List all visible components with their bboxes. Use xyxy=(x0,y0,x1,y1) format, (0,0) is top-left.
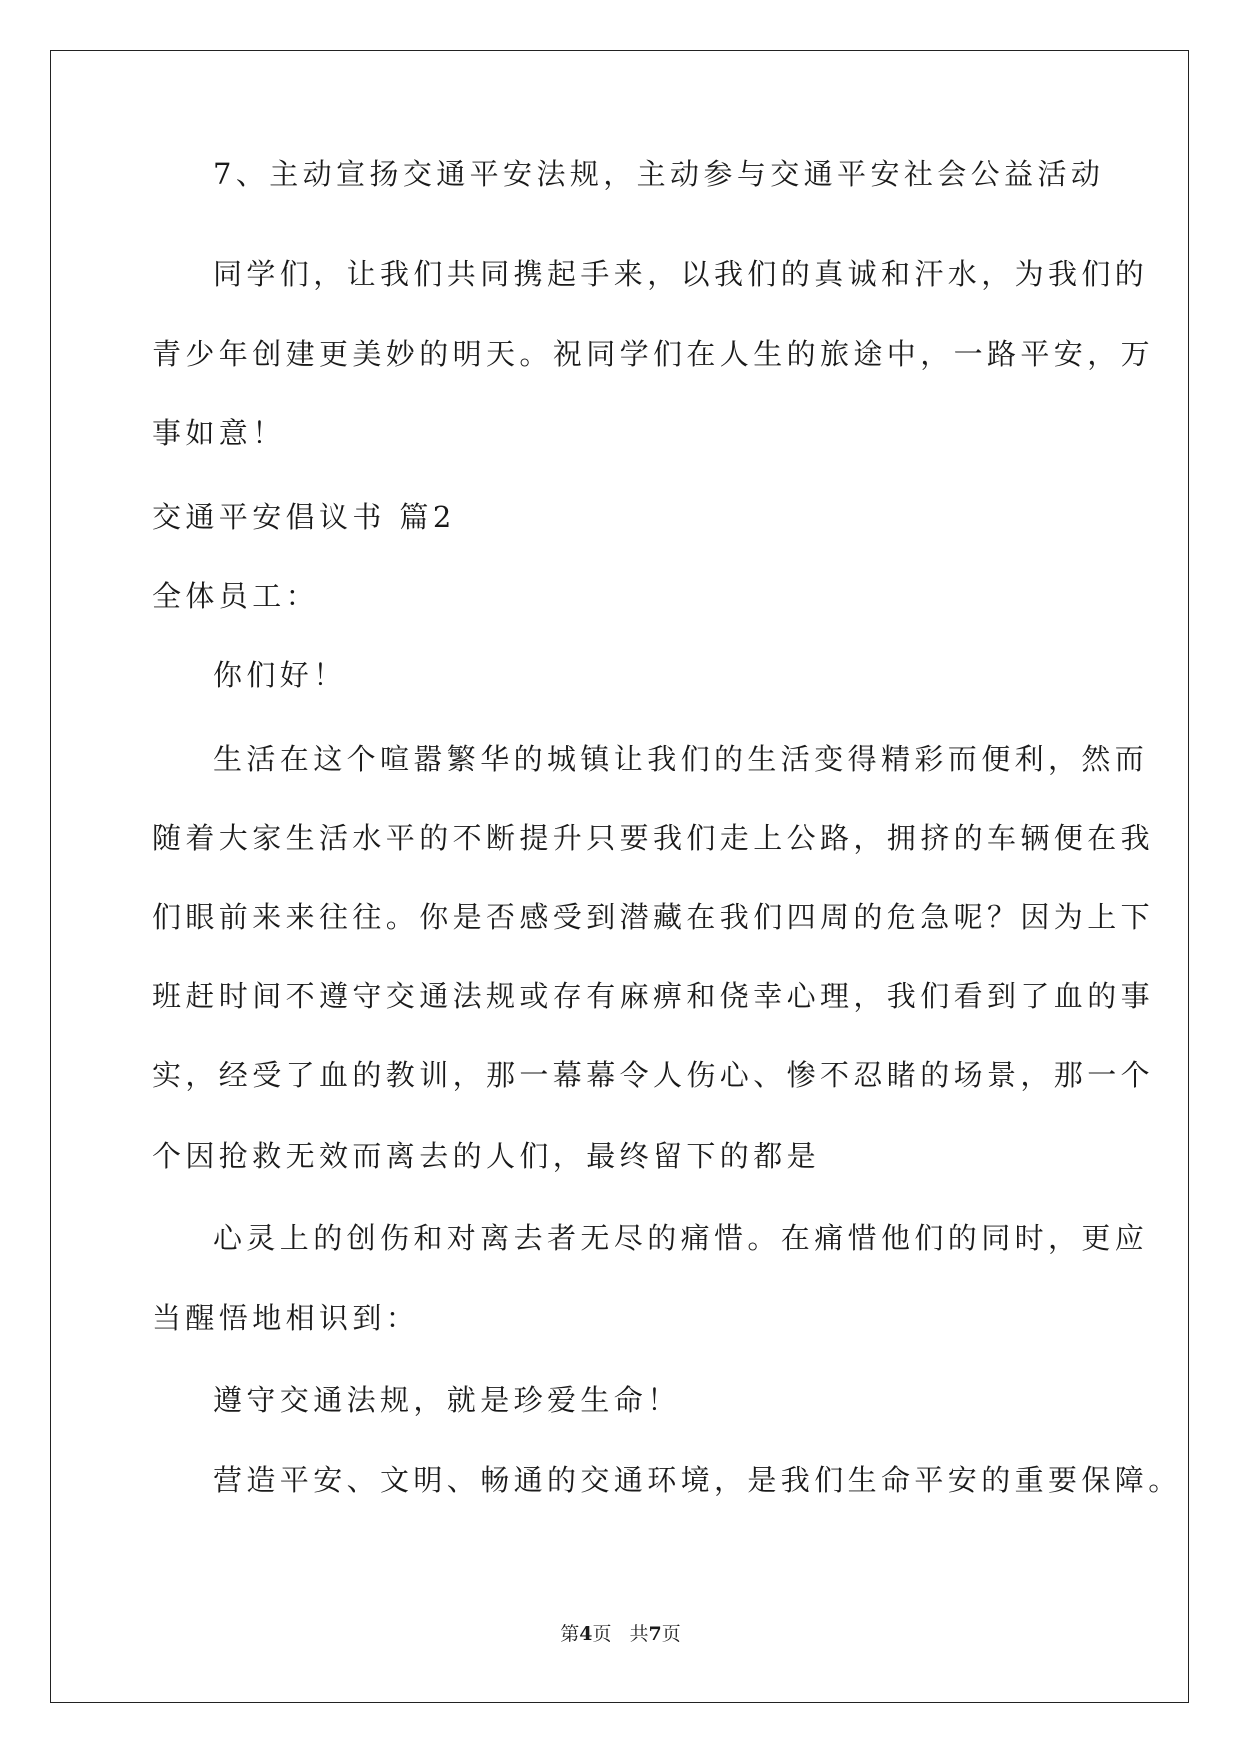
paragraph-line: 生活在这个喧嚣繁华的城镇让我们的生活变得精彩而便利，然而 xyxy=(213,742,1149,776)
paragraph-line: 营造平安、文明、畅通的交通环境，是我们生命平安的重要保障。 xyxy=(213,1463,1182,1497)
page-suffix: 页 xyxy=(592,1623,612,1645)
total-pages: 7 xyxy=(648,1623,662,1645)
page-border xyxy=(50,50,1189,1703)
paragraph-line: 随着大家生活水平的不断提升只要我们走上公路，拥挤的车辆便在我 xyxy=(152,821,1155,855)
page-footer xyxy=(0,1622,1241,1646)
paragraph-line: 个因抢救无效而离去的人们，最终留下的都是 xyxy=(152,1139,821,1173)
page-number: 4 xyxy=(579,1623,593,1645)
paragraph-line: 遵守交通法规，就是珍爱生命！ xyxy=(213,1383,681,1417)
paragraph-line: 事如意！ xyxy=(152,416,286,450)
section-heading: 交通平安倡议书 篇2 xyxy=(152,500,456,534)
total-prefix: 共 xyxy=(629,1623,649,1645)
paragraph-line: 班赶时间不遵守交通法规或存有麻痹和侥幸心理，我们看到了血的事 xyxy=(152,979,1155,1013)
paragraph-line: 实，经受了血的教训，那一幕幕令人伤心、惨不忍睹的场景，那一个 xyxy=(152,1058,1155,1092)
paragraph-line: 青少年创建更美妙的明天。祝同学们在人生的旅途中，一路平安，万 xyxy=(152,337,1155,371)
paragraph-line: 7、主动宣扬交通平安法规，主动参与交通平安社会公益活动 xyxy=(213,157,1105,191)
paragraph-line: 同学们，让我们共同携起手来，以我们的真诚和汗水，为我们的 xyxy=(213,257,1149,291)
salutation: 全体员工： xyxy=(152,579,320,613)
total-suffix: 页 xyxy=(661,1623,681,1645)
page-prefix: 第 xyxy=(560,1623,580,1645)
paragraph-line: 当醒悟地相识到： xyxy=(152,1301,420,1335)
paragraph-line: 们眼前来来往往。你是否感受到潜藏在我们四周的危急呢？因为上下 xyxy=(152,900,1155,934)
greeting: 你们好！ xyxy=(213,658,347,692)
paragraph-line: 心灵上的创伤和对离去者无尽的痛惜。在痛惜他们的同时，更应 xyxy=(213,1221,1149,1255)
